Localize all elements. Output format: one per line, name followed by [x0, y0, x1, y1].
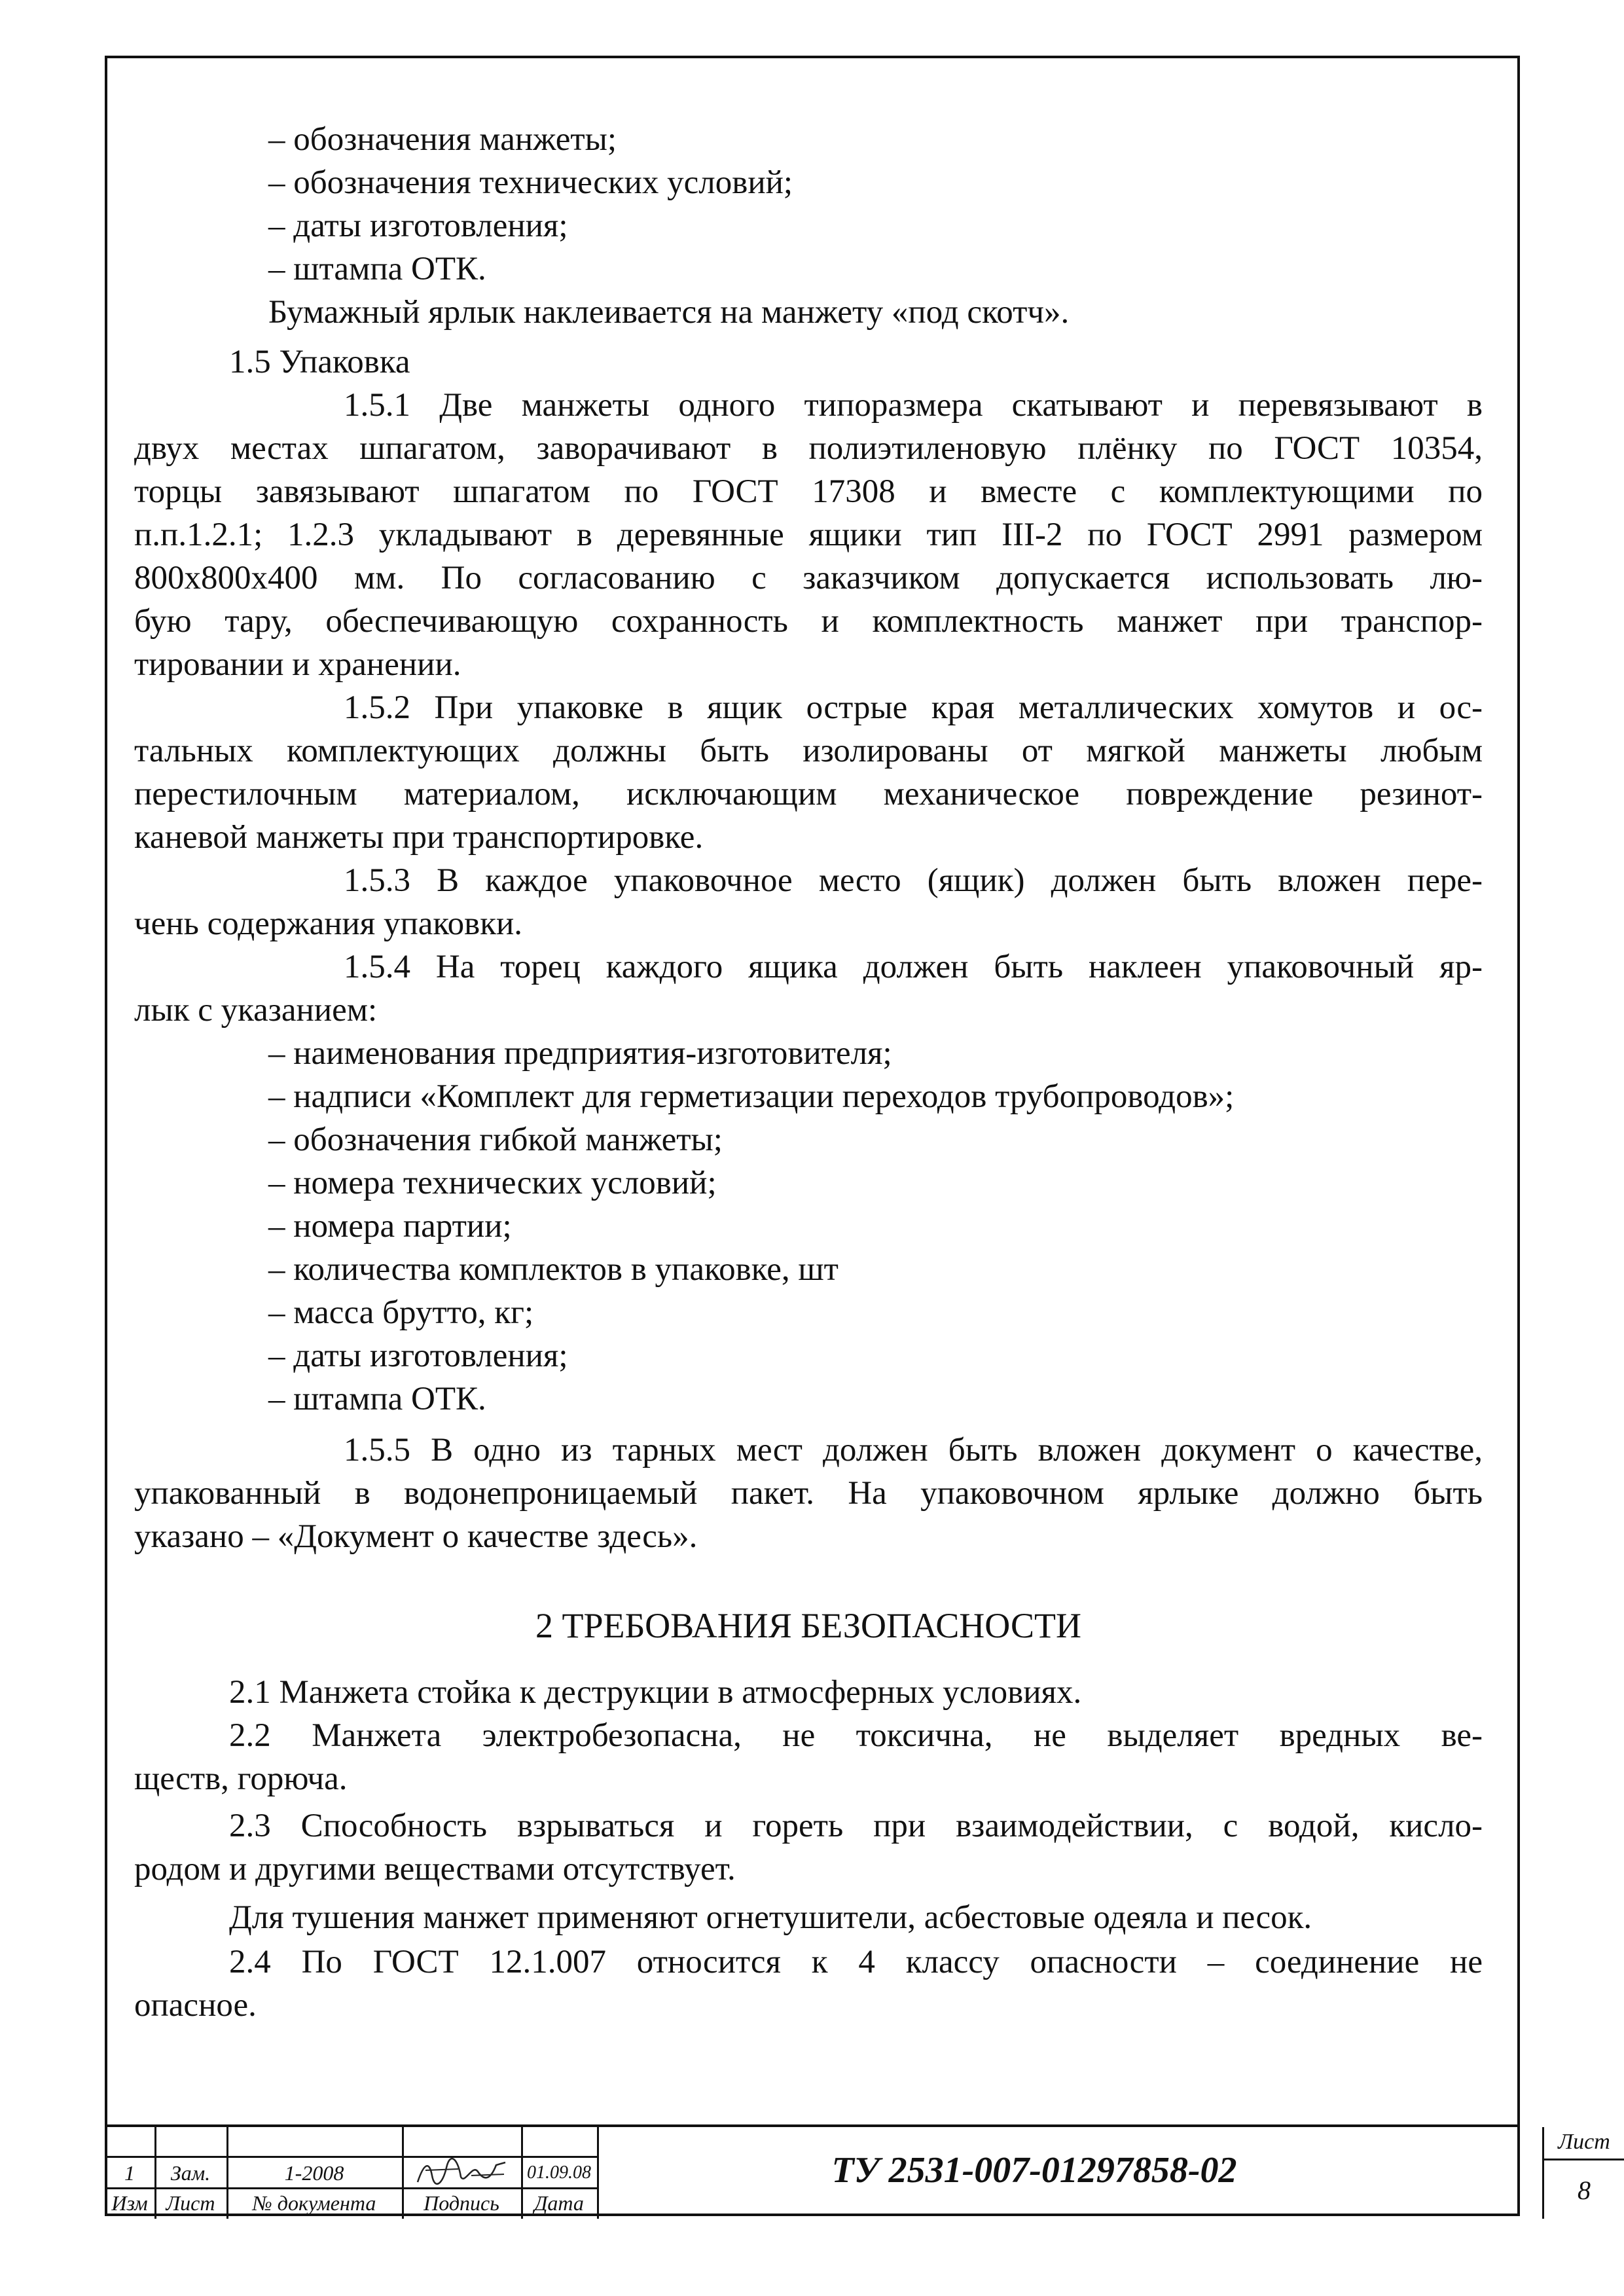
paragraph-line: ществ, горюча.: [134, 1760, 348, 1797]
list-item: – обозначения технических условий;: [268, 164, 793, 201]
section-title: 2 ТРЕБОВАНИЯ БЕЗОПАСНОСТИ: [535, 1606, 1081, 1645]
paragraph-line: 1.5.3 В каждое упаковочное место (ящик) должен быть вложен пере-: [344, 862, 1483, 899]
change-date: 01.09.08: [527, 2162, 591, 2183]
header-izm: Изм: [111, 2191, 148, 2215]
paragraph-line: каневой манжеты при транспортировке.: [134, 819, 704, 856]
paragraph-line: упакованный в водонепроницаемый пакет. На упаковочном ярлыке должно быть: [134, 1475, 1483, 1512]
paragraph-line: родом и другими веществами отсутствует.: [134, 1851, 736, 1887]
stamp-row-line: [105, 2187, 597, 2189]
list-item: – штампа ОТК.: [268, 251, 486, 287]
change-number: 1: [124, 2161, 135, 2185]
document-code: ТУ 2531-007-01297858-02: [831, 2150, 1237, 2191]
stamp-row-line: [1542, 2159, 1624, 2160]
paragraph-line: двух местах шпагатом, заворачивают в полиэтиленовую плёнку по ГОСТ 10354,: [134, 430, 1483, 467]
paragraph-line: 800х800х400 мм. По согласованию с заказчиком допускается использовать лю-: [134, 560, 1483, 596]
paragraph: Бумажный ярлык наклеивается на манжету «под скотч».: [268, 294, 1070, 331]
signature: [412, 2156, 511, 2189]
paragraph: Для тушения манжет применяют огнетушители, асбестовые одеяла и песок.: [229, 1899, 1312, 1936]
sheet-label: Лист: [1558, 2130, 1610, 2154]
header-list: Лист: [166, 2191, 215, 2215]
list-item: – даты изготовления;: [268, 1338, 568, 1374]
paragraph-line: 1.5.5 В одно из тарных мест должен быть вложен документ о качестве,: [344, 1432, 1483, 1468]
list-item: – штампа ОТК.: [268, 1381, 486, 1417]
paragraph-line: п.п.1.2.1; 1.2.3 укладывают в деревянные ящики тип III-2 по ГОСТ 2991 размером: [134, 517, 1483, 553]
header-signature: Подпись: [424, 2191, 499, 2215]
title-block: [105, 2124, 1610, 2216]
sheet-number: 8: [1578, 2176, 1591, 2205]
paragraph-line: 1.5.4 На торец каждого ящика должен быть наклеен упаковочный яр-: [344, 949, 1483, 985]
list-item: – обозначения манжеты;: [268, 121, 617, 158]
list-item: – масса брутто, кг;: [268, 1294, 534, 1331]
stamp-divider: [597, 2127, 599, 2219]
list-item: – надписи «Комплект для герметизации переходов трубопроводов»;: [268, 1078, 1235, 1115]
paragraph: 2.1 Манжета стойка к деструкции в атмосферных условиях.: [229, 1674, 1082, 1711]
paragraph-line: чень содержания упаковки.: [134, 905, 523, 942]
paragraph-line: лык с указанием:: [134, 992, 378, 1029]
paragraph-line: опасное.: [134, 1987, 257, 2024]
paragraph-line: указано – «Документ о качестве здесь».: [134, 1518, 698, 1555]
list-item: – даты изготовления;: [268, 208, 568, 244]
paragraph-line: 2.2 Манжета электробезопасна, не токсична, не выделяет вредных ве-: [229, 1717, 1483, 1754]
paragraph-line: тировании и хранении.: [134, 646, 461, 683]
list-item: – обозначения гибкой манжеты;: [268, 1121, 723, 1158]
list-item: – номера партии;: [268, 1208, 512, 1245]
paragraph-line: торцы завязывают шпагатом по ГОСТ 17308 и вместе с комплектующими по: [134, 473, 1483, 510]
header-document: № документа: [252, 2191, 376, 2215]
list-item: – наименования предприятия-изготовителя;: [268, 1035, 892, 1072]
change-sheet: Зам.: [170, 2161, 211, 2185]
stamp-row-line: [105, 2156, 597, 2158]
paragraph-line: перестилочным материалом, исключающим механическое повреждение резинот-: [134, 776, 1483, 812]
paragraph-line: 1.5.1 Две манжеты одного типоразмера скатывают и перевязывают в: [344, 387, 1483, 424]
paragraph-line: 2.4 По ГОСТ 12.1.007 относится к 4 классу опасности – соединение не: [229, 1944, 1483, 1980]
section-heading: 1.5 Упаковка: [229, 344, 410, 380]
list-item: – номера технических условий;: [268, 1165, 717, 1201]
list-item: – количества комплектов в упаковке, шт: [268, 1251, 839, 1288]
paragraph-line: 2.3 Способность взрываться и гореть при взаимодействии, с водой, кисло-: [229, 1808, 1483, 1844]
paragraph-line: тальных комплектующих должны быть изолированы от мягкой манжеты любым: [134, 733, 1483, 769]
change-document: 1-2008: [284, 2161, 344, 2185]
header-date: Дата: [534, 2191, 584, 2215]
paragraph-line: 1.5.2 При упаковке в ящик острые края металлических хомутов и ос-: [344, 689, 1483, 726]
paragraph-line: бую тару, обеспечивающую сохранность и комплектность манжет при транспор-: [134, 603, 1483, 640]
